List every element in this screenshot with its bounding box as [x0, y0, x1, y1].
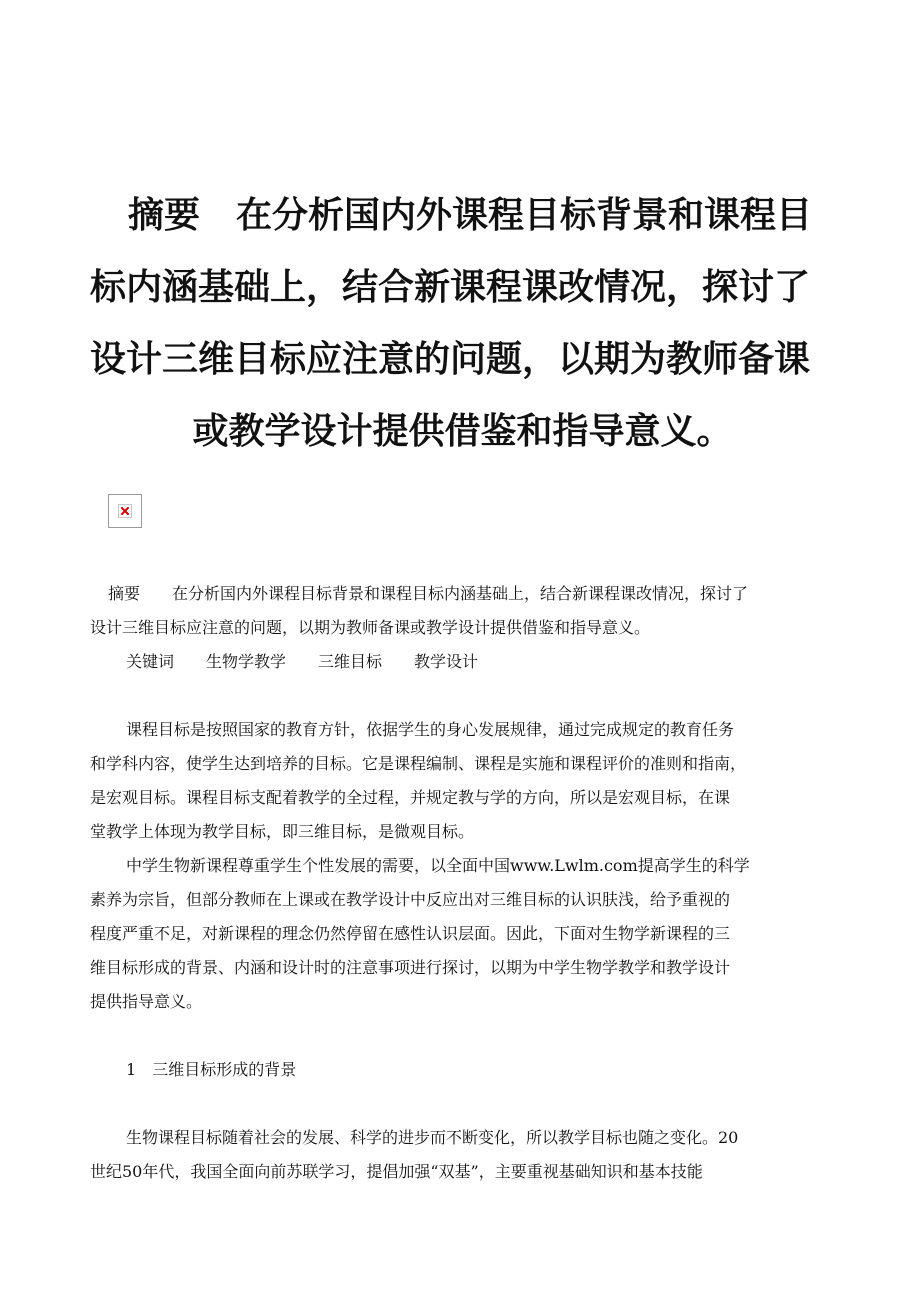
keyword-2: 三维目标 [318, 652, 383, 671]
abstract-line-1 [90, 577, 832, 611]
abstract-label: 摘要 [108, 584, 141, 603]
paragraph-3-line-2: 世纪50年代，我国全面向前苏联学习，提倡加强“双基”，主要重视基础知识和基本技能 [90, 1162, 703, 1181]
paragraph-2-line-1: 中学生物新课程尊重学生个性发展的需要，以全面中国www.Lwlm.com提高学生的科学 [126, 856, 750, 875]
keyword-1: 生物学教学 [206, 652, 287, 671]
broken-image-icon [118, 504, 132, 518]
title-line-1 [90, 180, 835, 252]
paragraph-2-line-4: 维目标形成的背景、内涵和设计时的注意事项进行探讨，以期为中学生物学教学和教学设计 [90, 958, 731, 977]
section-1-heading [90, 1053, 832, 1087]
keywords-label: 关键词 [126, 652, 175, 671]
keyword-3: 教学设计 [414, 652, 479, 671]
paragraph-1-line-4: 堂教学上体现为教学目标，即三维目标，是微观目标。 [90, 822, 475, 841]
broken-image [108, 494, 142, 528]
paragraph-3-line-1: 生物课程目标随着社会的发展、科学的进步而不断变化，所以教学目标也随之变化。20 [126, 1128, 739, 1147]
abstract-line-1-text: 在分析国内外课程目标背景和课程目标内涵基础上，结合新课程课改情况，探讨了 [172, 584, 749, 603]
section-1-title: 三维目标形成的背景 [152, 1060, 297, 1079]
title-line-2: 标内涵基础上，结合新课程课改情况，探讨了 [90, 267, 811, 308]
title-line-3: 设计三维目标应注意的问题，以期为教师备课 [90, 339, 811, 380]
title-abstract-block [90, 180, 835, 468]
section-1-number: 1 [126, 1060, 137, 1079]
keywords-line [90, 645, 832, 679]
paragraph-1-line-1: 课程目标是按照国家的教育方针，依据学生的身心发展规律，通过完成规定的教育任务 [126, 720, 735, 739]
paragraph-2-line-3: 程度严重不足，对新课程的理念仍然停留在感性认识层面。因此，下面对生物学新课程的三 [90, 924, 731, 943]
paragraph-2-line-2: 素养为宗旨，但部分教师在上课或在教学设计中反应出对三维目标的认识肤浅，给予重视的 [90, 890, 731, 909]
title-line-4: 或教学设计提供借鉴和指导意义。 [192, 411, 733, 452]
paragraph-1-line-2: 和学科内容，使学生达到培养的目标。它是课程编制、课程是实施和课程评价的准则和指南， [90, 754, 747, 773]
paragraph-1-line-3: 是宏观目标。课程目标支配着教学的全过程，并规定教与学的方向，所以是宏观目标，在课 [90, 788, 731, 807]
document-body [90, 577, 832, 1189]
paragraph-2-line-5: 提供指导意义。 [90, 992, 203, 1011]
title-line-1-text: 在分析国内外课程目标背景和课程目 [236, 195, 813, 236]
abstract-line-2: 设计三维目标应注意的问题，以期为教师备课或教学设计提供借鉴和指导意义。 [90, 618, 651, 637]
title-abstract-label: 摘要 [128, 195, 201, 236]
